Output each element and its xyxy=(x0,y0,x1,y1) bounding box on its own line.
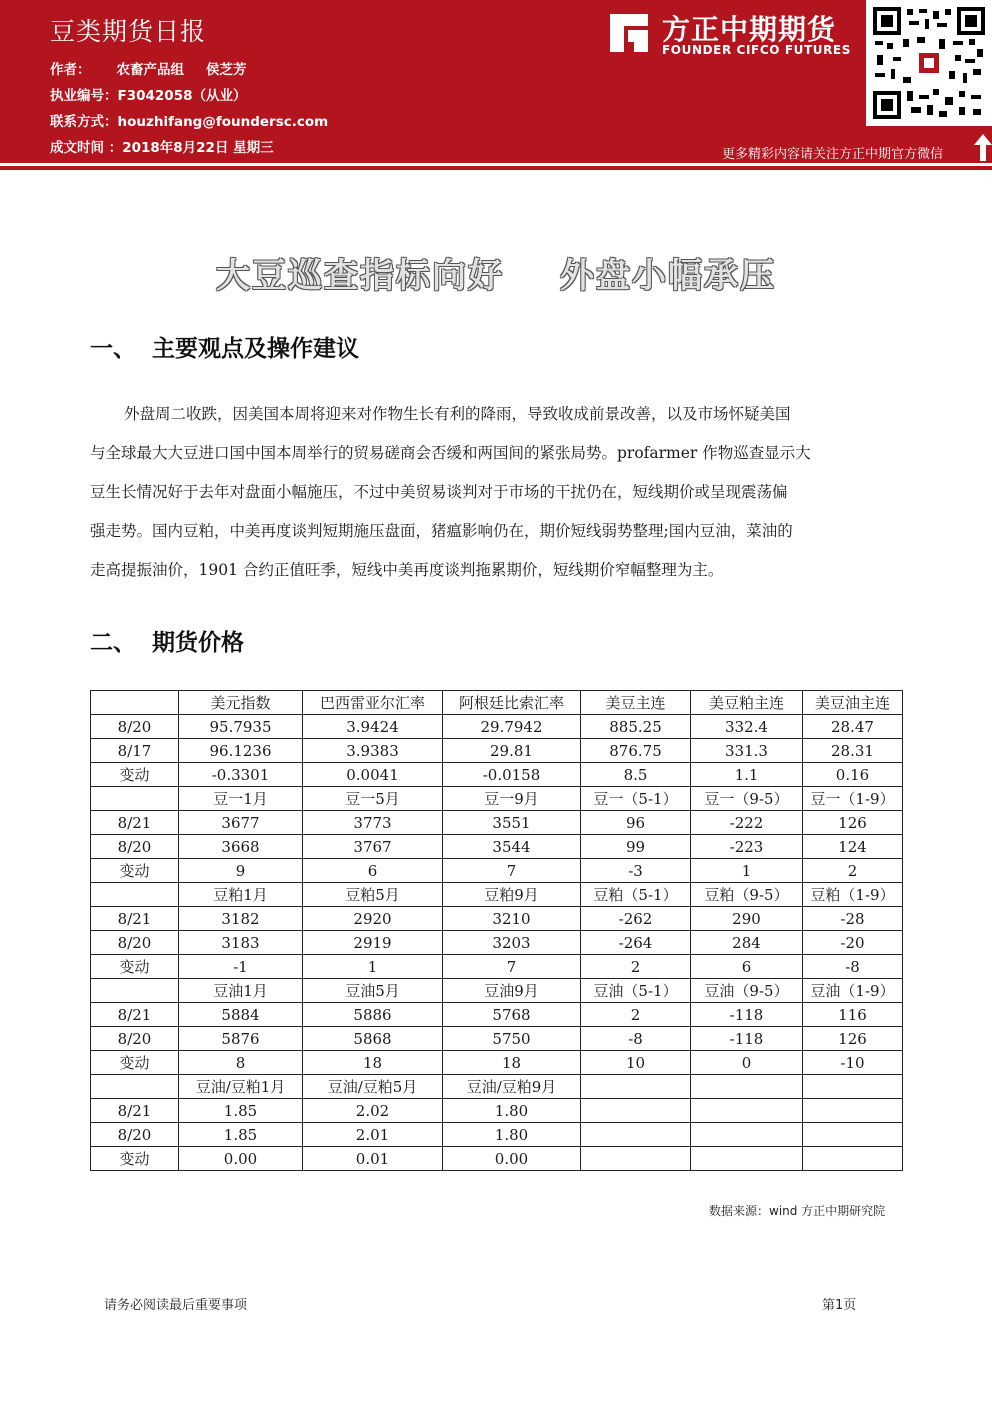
table-cell: 332.4 xyxy=(691,715,803,739)
data-source: 数据来源：wind 方正中期研究院 xyxy=(709,1204,886,1218)
table-cell: -223 xyxy=(691,835,803,859)
contact-info: 联系方式：houzhifang@foundersc.com xyxy=(50,114,329,130)
table-cell: 7 xyxy=(443,955,581,979)
table-cell: -8 xyxy=(581,1027,691,1051)
table-cell: 2 xyxy=(581,955,691,979)
table-cell: 5886 xyxy=(303,1003,443,1027)
table-row xyxy=(91,739,903,763)
table-cell: 3183 xyxy=(179,931,303,955)
table-row xyxy=(91,691,903,715)
table-cell: 豆一9月 xyxy=(443,787,581,811)
table-cell: 8 xyxy=(179,1051,303,1075)
table-cell: 3677 xyxy=(179,811,303,835)
table-cell: 2 xyxy=(581,1003,691,1027)
table-row xyxy=(91,835,903,859)
table-row xyxy=(91,931,903,955)
table-cell: 豆粕（5-1） xyxy=(581,883,691,907)
author-line xyxy=(50,58,247,78)
table-cell: -118 xyxy=(691,1027,803,1051)
logo-chinese-name: 方正中期期货 xyxy=(662,13,837,46)
section-number: 二、 xyxy=(90,630,136,656)
table-cell: 0.00 xyxy=(443,1147,581,1171)
logo-mark-icon xyxy=(604,8,654,58)
table-cell: 豆一5月 xyxy=(303,787,443,811)
row-label-cell: 8/20 xyxy=(91,835,179,859)
author-name: 侯芝芳 xyxy=(206,62,247,78)
paragraph-line: 走高提振油价，1901 合约正值旺季，短线中美再度谈判拖累期价，短线期价窄幅整理为主。 xyxy=(90,561,724,579)
row-label-cell: 变动 xyxy=(91,859,179,883)
section-title: 主要观点及操作建议 xyxy=(152,336,359,362)
table-cell: 豆油/豆粕9月 xyxy=(443,1075,581,1099)
table-cell: 3203 xyxy=(443,931,581,955)
page-number: 第1页 xyxy=(822,1298,857,1313)
table-row xyxy=(91,1099,903,1123)
table-cell: 巴西雷亚尔汇率 xyxy=(303,691,443,715)
table-row xyxy=(91,787,903,811)
table-row xyxy=(91,955,903,979)
table-cell: 96 xyxy=(581,811,691,835)
table-cell: 29.81 xyxy=(443,739,581,763)
table-row xyxy=(91,907,903,931)
table-cell: 1.85 xyxy=(179,1099,303,1123)
table-row xyxy=(91,811,903,835)
table-cell xyxy=(691,1123,803,1147)
table-cell: 美豆主连 xyxy=(581,691,691,715)
row-label-cell: 变动 xyxy=(91,1147,179,1171)
row-label-cell: 8/21 xyxy=(91,907,179,931)
table-cell: -0.3301 xyxy=(179,763,303,787)
table-cell: 0.01 xyxy=(303,1147,443,1171)
table-row xyxy=(91,1075,903,1099)
table-cell: 124 xyxy=(803,835,903,859)
row-label-cell: 8/21 xyxy=(91,1003,179,1027)
table-row xyxy=(91,979,903,1003)
table-cell: 96.1236 xyxy=(179,739,303,763)
table-cell: 3.9383 xyxy=(303,739,443,763)
paragraph-line: 外盘周二收跌，因美国本周将迎来对作物生长有利的降雨，导致收成前景改善，以及市场怀疑美国 xyxy=(124,405,791,423)
table-cell xyxy=(803,1123,903,1147)
title-part-1: 大豆巡查指标向好 xyxy=(216,256,504,296)
section-heading-1 xyxy=(90,330,359,363)
table-cell: 豆一（5-1） xyxy=(581,787,691,811)
table-cell: 8.5 xyxy=(581,763,691,787)
license-number: 执业编号：F3042058（从业） xyxy=(50,88,247,104)
table-cell: 3182 xyxy=(179,907,303,931)
table-cell: 3.9424 xyxy=(303,715,443,739)
table-cell: 0 xyxy=(691,1051,803,1075)
table-cell xyxy=(803,1099,903,1123)
section-heading-2 xyxy=(90,624,244,657)
table-row xyxy=(91,1003,903,1027)
table-cell: 3551 xyxy=(443,811,581,835)
table-cell: 290 xyxy=(691,907,803,931)
table-row xyxy=(91,883,903,907)
header-band xyxy=(0,0,992,163)
table-cell: 1 xyxy=(691,859,803,883)
paragraph-line: 强走势。国内豆粕，中美再度谈判短期施压盘面，猪瘟影响仍在，期价短线弱势整理;国内豆油，菜油的 xyxy=(90,522,793,540)
table-cell: 5884 xyxy=(179,1003,303,1027)
table-cell: -3 xyxy=(581,859,691,883)
logo-english-name: FOUNDER CIFCO FUTURES xyxy=(662,43,851,57)
table-cell: 豆粕5月 xyxy=(303,883,443,907)
row-label-cell xyxy=(91,883,179,907)
table-cell: 18 xyxy=(443,1051,581,1075)
section-title: 期货价格 xyxy=(152,630,244,656)
table-cell: 2.01 xyxy=(303,1123,443,1147)
row-label-cell: 8/20 xyxy=(91,1027,179,1051)
futures-price-table xyxy=(90,690,903,1171)
table-cell: 豆油（5-1） xyxy=(581,979,691,1003)
table-row xyxy=(91,1027,903,1051)
table-cell: 126 xyxy=(803,1027,903,1051)
table-cell xyxy=(691,1099,803,1123)
table-cell: 豆粕（1-9） xyxy=(803,883,903,907)
table-cell: 10 xyxy=(581,1051,691,1075)
table-cell: -0.0158 xyxy=(443,763,581,787)
document-title xyxy=(0,248,992,297)
table-cell: 豆粕9月 xyxy=(443,883,581,907)
table-cell: -28 xyxy=(803,907,903,931)
table-cell: 豆油1月 xyxy=(179,979,303,1003)
table-cell: 331.3 xyxy=(691,739,803,763)
table-cell: 116 xyxy=(803,1003,903,1027)
table-cell: 876.75 xyxy=(581,739,691,763)
table-cell: 6 xyxy=(691,955,803,979)
table-cell: -10 xyxy=(803,1051,903,1075)
table-cell: 18 xyxy=(303,1051,443,1075)
table-cell: 豆油（1-9） xyxy=(803,979,903,1003)
table-cell: 3767 xyxy=(303,835,443,859)
table-cell xyxy=(581,1147,691,1171)
table-cell: 2 xyxy=(803,859,903,883)
table-cell: 1.1 xyxy=(691,763,803,787)
table-cell: 美元指数 xyxy=(179,691,303,715)
paragraph-line: 与全球最大大豆进口国中国本周举行的贸易磋商会否缓和两国间的紧张局势。profarmer 作物巡查显示大 xyxy=(90,444,811,462)
qr-code xyxy=(866,0,992,126)
section-number: 一、 xyxy=(90,336,136,362)
row-label-cell xyxy=(91,1075,179,1099)
paragraph-line: 豆生长情况好于去年对盘面小幅施压，不过中美贸易谈判对于市场的干扰仍在，短线期价或呈现震荡偏 xyxy=(90,483,788,501)
table-cell: 5750 xyxy=(443,1027,581,1051)
table-cell: 29.7942 xyxy=(443,715,581,739)
table-cell: 3668 xyxy=(179,835,303,859)
author-label: 作者： xyxy=(50,62,91,78)
company-logo xyxy=(604,8,854,60)
table-cell: 豆一（9-5） xyxy=(691,787,803,811)
author-group: 农畜产品组 xyxy=(116,62,184,78)
table-cell xyxy=(581,1075,691,1099)
header-divider xyxy=(0,166,992,170)
table-cell xyxy=(581,1099,691,1123)
table-cell: 6 xyxy=(303,859,443,883)
table-cell: 284 xyxy=(691,931,803,955)
table-cell: 豆油5月 xyxy=(303,979,443,1003)
table-cell: 3544 xyxy=(443,835,581,859)
table-row xyxy=(91,715,903,739)
table-cell: 28.47 xyxy=(803,715,903,739)
table-cell: 1.85 xyxy=(179,1123,303,1147)
table-cell: 5868 xyxy=(303,1027,443,1051)
table-cell: 豆粕（9-5） xyxy=(691,883,803,907)
table-cell: 5876 xyxy=(179,1027,303,1051)
row-label-cell xyxy=(91,691,179,715)
table-cell: 0.00 xyxy=(179,1147,303,1171)
table-cell: -1 xyxy=(179,955,303,979)
table-cell: 豆油（9-5） xyxy=(691,979,803,1003)
table-cell: -262 xyxy=(581,907,691,931)
table-cell xyxy=(691,1075,803,1099)
table-cell: 2920 xyxy=(303,907,443,931)
table-cell: 5768 xyxy=(443,1003,581,1027)
table-cell: 1 xyxy=(303,955,443,979)
table-cell xyxy=(691,1147,803,1171)
table-cell: 美豆粕主连 xyxy=(691,691,803,715)
row-label-cell xyxy=(91,979,179,1003)
table-cell: 豆粕1月 xyxy=(179,883,303,907)
follow-wechat-note: 更多精彩内容请关注方正中期官方微信 xyxy=(722,147,944,162)
table-cell: 3210 xyxy=(443,907,581,931)
table-cell xyxy=(803,1075,903,1099)
table-cell: 豆油/豆粕1月 xyxy=(179,1075,303,1099)
table-row xyxy=(91,1147,903,1171)
table-cell: -222 xyxy=(691,811,803,835)
table-cell: 2919 xyxy=(303,931,443,955)
table-row xyxy=(91,1051,903,1075)
report-date: 成文时间 ：2018年8月22日 星期三 xyxy=(50,140,274,156)
table-row xyxy=(91,763,903,787)
table-cell: 1.80 xyxy=(443,1123,581,1147)
row-label-cell: 8/20 xyxy=(91,715,179,739)
table-cell xyxy=(803,1147,903,1171)
up-arrow-icon xyxy=(974,134,992,161)
table-cell: 28.31 xyxy=(803,739,903,763)
table-cell: 885.25 xyxy=(581,715,691,739)
qr-code-icon xyxy=(873,7,985,119)
table-cell: -118 xyxy=(691,1003,803,1027)
row-label-cell: 8/20 xyxy=(91,931,179,955)
title-part-2: 外盘小幅承压 xyxy=(560,256,776,296)
table-cell: 9 xyxy=(179,859,303,883)
row-label-cell: 变动 xyxy=(91,1051,179,1075)
table-cell: 126 xyxy=(803,811,903,835)
table-cell: 1.80 xyxy=(443,1099,581,1123)
row-label-cell: 变动 xyxy=(91,955,179,979)
table-cell: 0.0041 xyxy=(303,763,443,787)
table-cell: 95.7935 xyxy=(179,715,303,739)
table-cell: 阿根廷比索汇率 xyxy=(443,691,581,715)
table-cell: 美豆油主连 xyxy=(803,691,903,715)
table-row xyxy=(91,1123,903,1147)
analysis-paragraph xyxy=(90,395,900,590)
table-cell: 豆油9月 xyxy=(443,979,581,1003)
row-label-cell: 8/20 xyxy=(91,1123,179,1147)
table-cell: 豆一1月 xyxy=(179,787,303,811)
table-cell: -20 xyxy=(803,931,903,955)
table-cell: 2.02 xyxy=(303,1099,443,1123)
row-label-cell: 变动 xyxy=(91,763,179,787)
row-label-cell xyxy=(91,787,179,811)
table-cell: 99 xyxy=(581,835,691,859)
row-label-cell: 8/21 xyxy=(91,811,179,835)
table-cell: -264 xyxy=(581,931,691,955)
table-cell: 豆油/豆粕5月 xyxy=(303,1075,443,1099)
table-row xyxy=(91,859,903,883)
row-label-cell: 8/21 xyxy=(91,1099,179,1123)
table-cell: -8 xyxy=(803,955,903,979)
table-cell: 3773 xyxy=(303,811,443,835)
table-cell: 0.16 xyxy=(803,763,903,787)
table-cell: 豆一（1-9） xyxy=(803,787,903,811)
report-title: 豆类期货日报 xyxy=(50,17,207,46)
row-label-cell: 8/17 xyxy=(91,739,179,763)
footer-notice: 请务必阅读最后重要事项 xyxy=(104,1298,248,1313)
table-cell xyxy=(581,1123,691,1147)
table-cell: 7 xyxy=(443,859,581,883)
